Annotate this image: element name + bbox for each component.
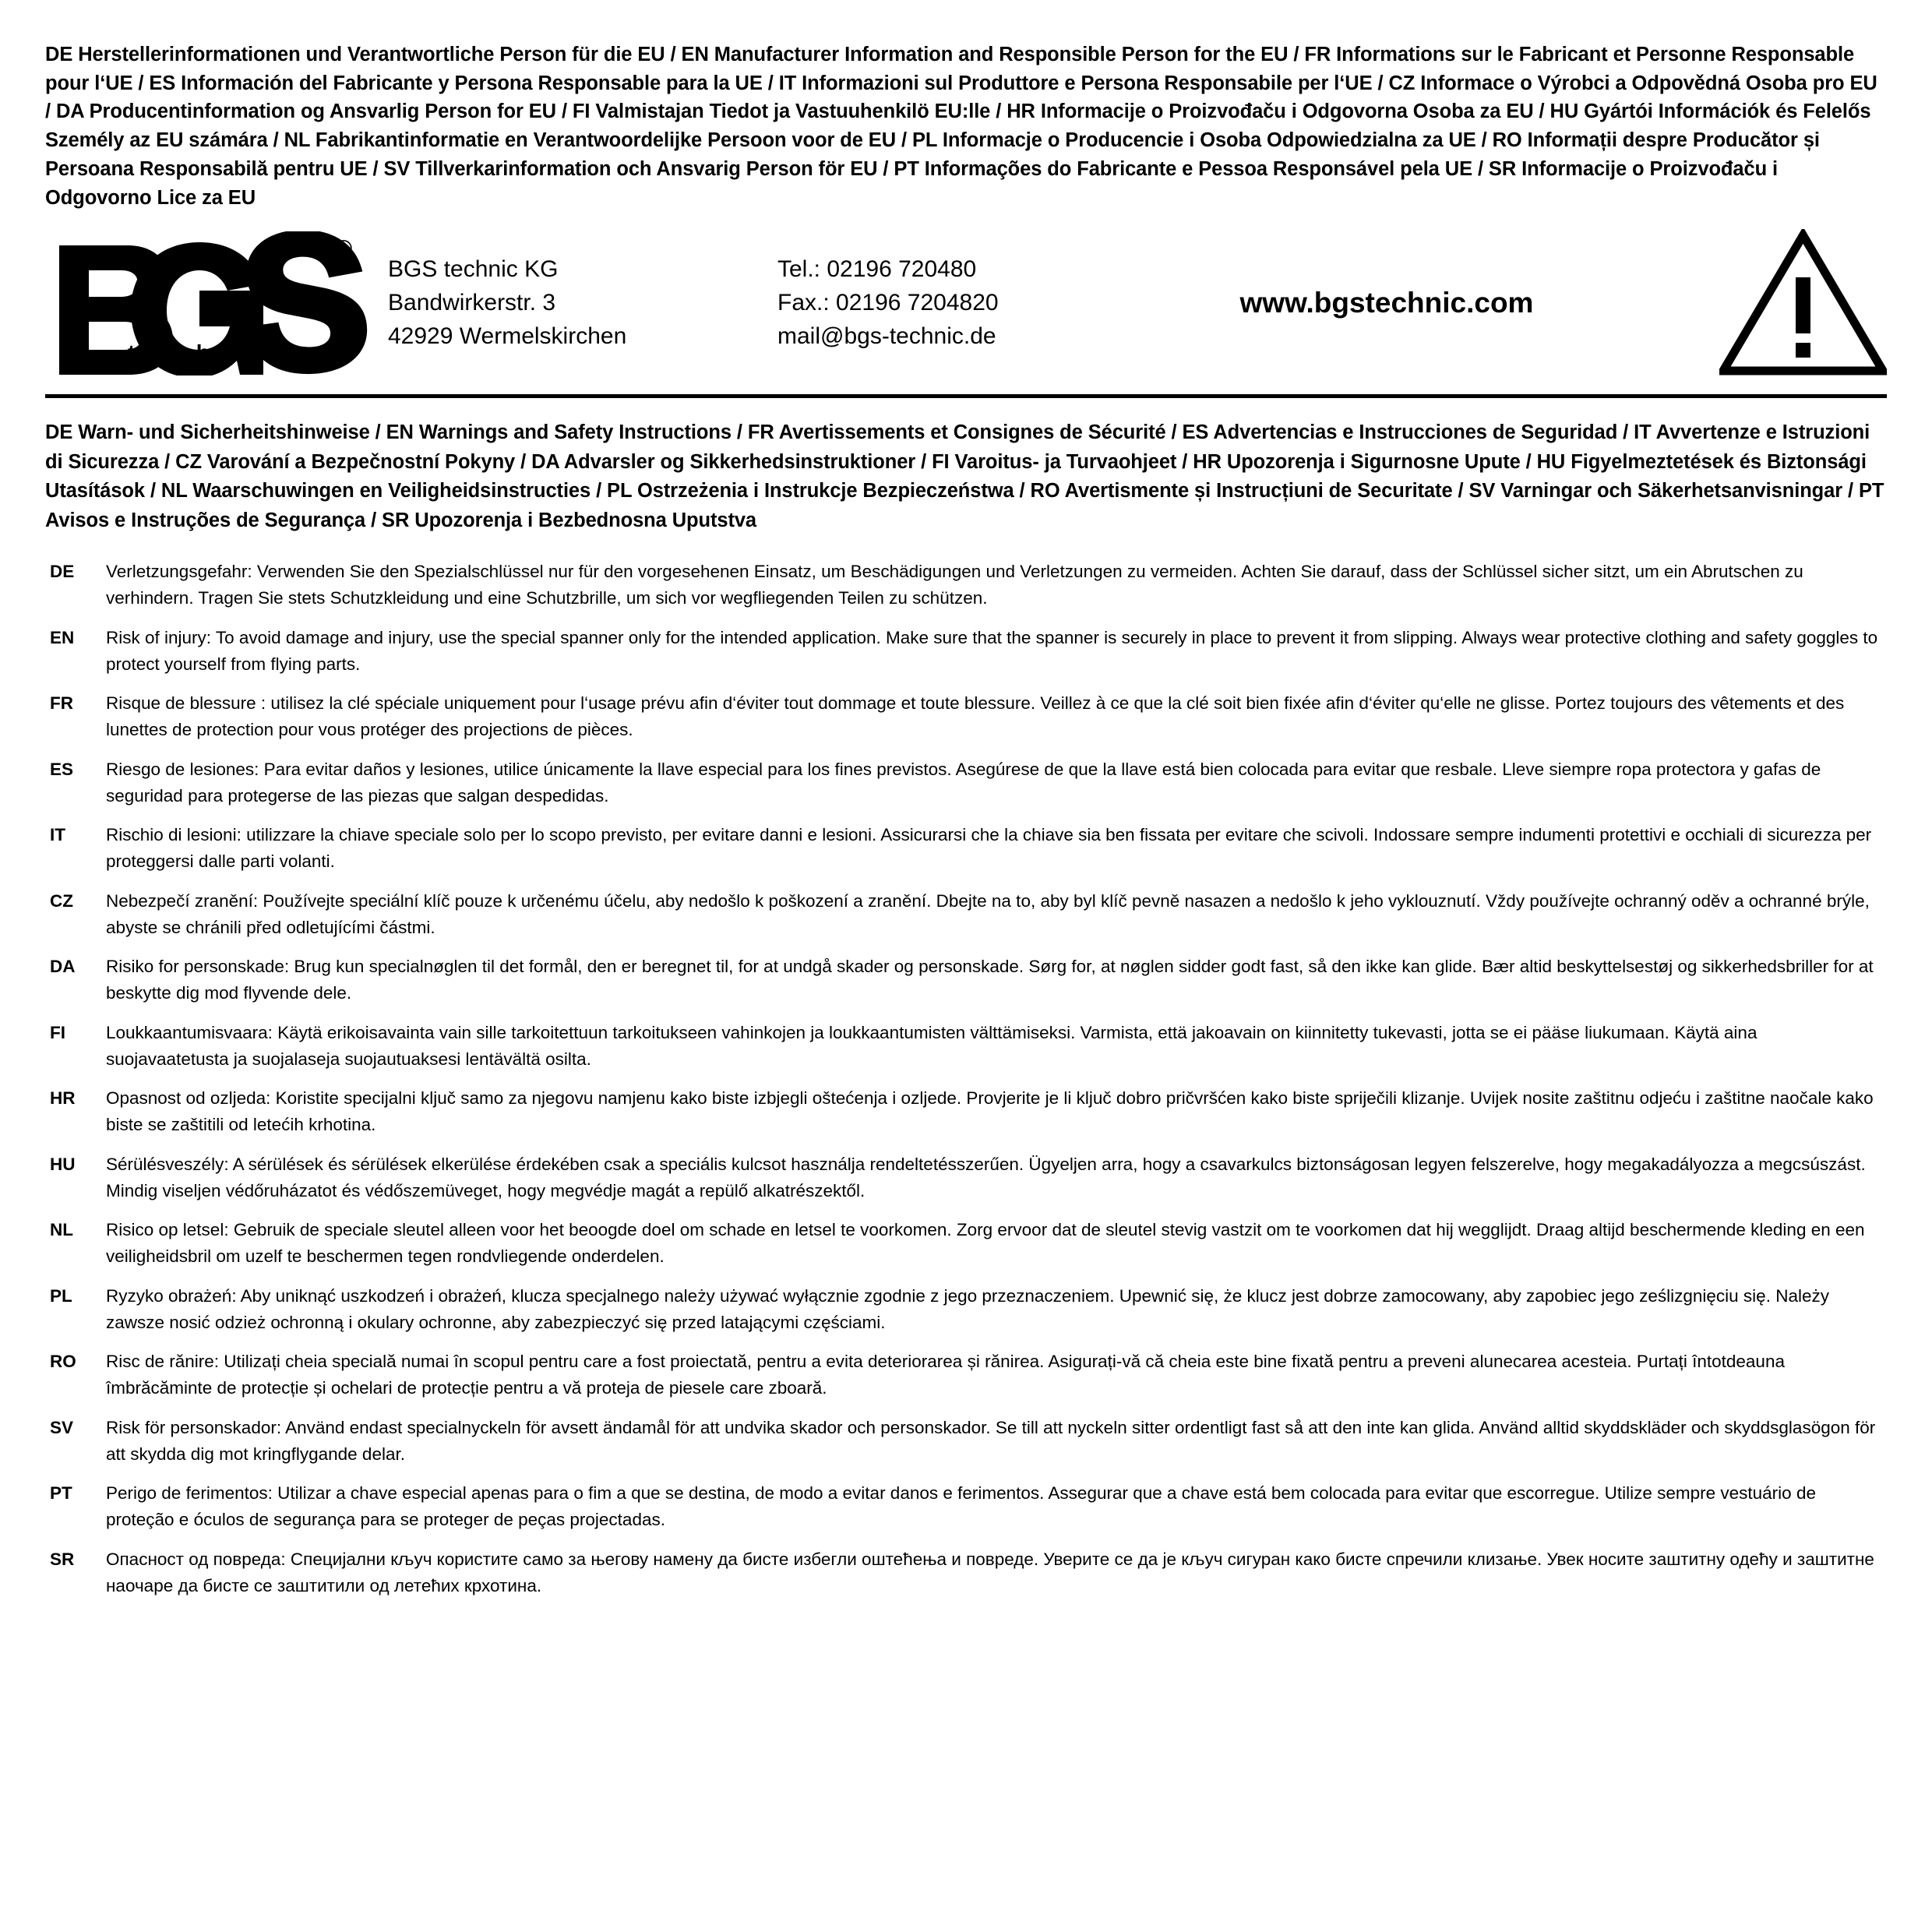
bgs-logo <box>45 231 388 375</box>
list-item <box>45 690 1887 743</box>
language-code: IT <box>50 825 65 845</box>
list-item <box>45 822 1887 875</box>
list-item <box>45 1546 1887 1599</box>
warning-text: Risico op letsel: Gebruik de speciale sleutel alleen voor het beoogde doel om schade en letsel te voorkomen. Zorg ervoor dat de sleutel stevig vastzit om te voorkomen dat hij wegglijdt. Draag altijd beschermende kleding en een veiligheidsbril om uzelf te beschermen tegen rondvliegende onderdelen. <box>106 1220 1865 1266</box>
language-code: PT <box>50 1483 72 1504</box>
warning-text: Nebezpečí zranění: Používejte speciální klíč pouze k určenému účelu, aby nedošlo k poškození a zranění. Dbejte na to, aby byl klíč pevně nasazen a nedošlo k jeho vyklouznutí. Vždy používejte ochranný oděv a ochranné brýle, abyste se chránili před odletujícími částmi. <box>106 890 1870 937</box>
list-item <box>45 756 1887 809</box>
company-street: Bandwirkerstr. 3 <box>388 290 556 316</box>
warning-text: Risc de rănire: Utilizați cheia specială numai în scopul pentru care a fost proiectată, pentru a evita deteriorarea și rănirea. Asigurați-vă că cheia este bine fixată pentru a preveni alunecarea acesteia. Purtați întotdeauna îmbrăcăminte de protecție și ochelari de protecție pentru a vă proteja de piesele care zboară. <box>106 1352 1785 1398</box>
language-code: EN <box>50 627 75 647</box>
list-item <box>45 1480 1887 1533</box>
list-item <box>45 1085 1887 1138</box>
warning-text: Risiko for personskade: Brug kun specialnøglen til det formål, den er beregnet til, for at undgå skader og personskade. Sørg for, at nøglen sidder godt fast, så den ikke kan glide. Bær altid beskyttelsestøj og sikkerhedsbriller for at beskytte dig mod flyvende dele. <box>106 957 1874 1003</box>
list-item <box>45 954 1887 1007</box>
company-contact <box>777 253 1112 353</box>
list-item <box>45 1151 1887 1204</box>
page-title: DE Herstellerinformationen und Verantwortliche Person für die EU / EN Manufacturer Information and Responsible Person for the EU / FR Informations sur le Fabricant et Personne Responsable pour l‘UE / ES Información del Fabricante y Persona Responsable para la UE / IT Informazioni sul Produttore e Persona Responsabile per l‘UE / CZ Informace o Výrobci a Odpovědná Osoba pro EU / DA Producentinformation og Ansvarlig Person for EU / FI Valmistajan Tiedot ja Vastuuhenkilö EU:lle / HR Informacije o Proizvođaču i Odgovorna Osoba za EU / HU Gyártói Információk és Felelős Személy az EU számára / NL Fabrikantinformatie en Verantwoordelijke Persoon voor de EU / PL Informacje o Producencie i Osoba Odpowiedzialna za UE / RO Informații despre Producător și Persoana Responsabilă pentru UE / SV Tillverkarinformation och Ansvarig Person för EU / PT Informações do Fabricante e Pessoa Responsável pela UE / SR Informacije o Proizvođaču i Odgovorno Lice za EU <box>45 44 1877 209</box>
language-code: FI <box>50 1022 65 1042</box>
language-code: HU <box>50 1154 76 1174</box>
language-code: ES <box>50 759 74 779</box>
warning-text: Perigo de ferimentos: Utilizar a chave especial apenas para o fim a que se destina, de modo a evitar danos e ferimentos. Assegurar que a chave está bem colocada para evitar que escorregue. Utilize sempre vestuário de proteção e óculos de segurança para se proteger de peças projectadas. <box>106 1483 1816 1529</box>
company-name: BGS technic KG <box>388 256 559 283</box>
warning-text: Rischio di lesioni: utilizzare la chiave speciale solo per lo scopo previsto, per evitare danni e lesioni. Assicurarsi che la chiave sia ben fissata per evitare che scivoli. Indossare sempre indumenti protettivi e occhiali di sicurezza per proteggersi dalle parti volanti. <box>106 825 1872 871</box>
company-website[interactable]: www.bgstechnic.com <box>1239 287 1534 319</box>
warning-triangle-icon <box>1719 229 1887 377</box>
list-item <box>45 1283 1887 1336</box>
company-tel: Tel.: 02196 720480 <box>777 256 977 283</box>
warning-text: Sérülésveszély: A sérülések és sérülések elkerülése érdekében csak a speciális kulcsot használja rendeltetésszerűen. Ügyeljen arra, hogy a csavarkulcs biztonságosan legyen felszerelve, hogy megakadályozza a megcsúszást. Mindig viseljen védőruházatot és védőszemüveget, hogy megvédje magát a repülő alkatrészektől. <box>106 1154 1866 1200</box>
warning-triangle <box>1692 229 1887 377</box>
warning-text: Опасност од повреда: Специјални кључ користите само за његову намену да бисте избегли оштећења и повреде. Уверите се да је кључ сигуран како бисте спречили клизање. Увек носите заштитну одећу и заштитне наочаре да бисте се заштитили од летећих крхотина. <box>106 1549 1874 1595</box>
registered-mark: ® <box>335 235 353 262</box>
company-header <box>45 226 1887 398</box>
language-code: FR <box>50 693 73 714</box>
logo-subtext: t e c h n i c <box>128 340 281 365</box>
warning-text: Loukkaantumisvaara: Käytä erikoisavainta vain sille tarkoitettuun tarkoitukseen vahinkojen ja loukkaantumisten välttämiseksi. Varmista, että jakoavain on kiinnitetty tukevasti, jotta se ei pääse liukumaan. Käytä aina suojavaatetusta ja suojalaseja suojautuaksesi lentävältä osilta. <box>106 1022 1757 1069</box>
language-code: DE <box>50 562 75 582</box>
list-item <box>45 1415 1887 1468</box>
language-code: CZ <box>50 890 73 911</box>
language-code: SR <box>50 1549 75 1569</box>
language-code: NL <box>50 1220 73 1240</box>
company-fax: Fax.: 02196 7204820 <box>777 290 999 316</box>
warnings-list <box>45 559 1887 1599</box>
warning-text: Risk för personskador: Använd endast specialnyckeln för avsett ändamål för att undvika skador och personskador. Se till att nyckeln sitter ordentligt fast så att den inte kan glida. Använd alltid skyddskläder och skyddsglasögon för att skydda dig mot kringflygande delar. <box>106 1417 1876 1464</box>
section-heading: DE Warn- und Sicherheitshinweise / EN Warnings and Safety Instructions / FR Avertissements et Consignes de Sécurité / ES Advertencias e Instrucciones de Seguridad / IT Avvertenze e Istruzioni di Sicurezza / CZ Varování a Bezpečnostní Pokyny / DA Advarsler og Sikkerhedsinstruktioner / FI Varoitus- ja Turvaohjeet / HR Upozorenja i Sigurnosne Upute / HU Figyelmeztetések és Biztonsági Utasítások / NL Waarschuwingen en Veiligheidsinstructies / PL Ostrzeżenia i Instrukcje Bezpieczeństwa / RO Avertismente și Instrucțiuni de Securitate / SV Varningar och Säkerhetsanvisningar / PT Avisos e Instruções de Segurança / SR Upozorenja i Bezbednosna Uputstva <box>45 421 1884 531</box>
warning-text: Verletzungsgefahr: Verwenden Sie den Spezialschlüssel nur für den vorgesehenen Einsatz, um Beschädigungen und Verletzungen zu vermeiden. Achten Sie darauf, dass der Schlüssel sicher sitzt, um ein Abrutschen zu verhindern. Tragen Sie stets Schutzkleidung und eine Schutzbrille, um sich vor wegfliegenden Teilen zu schützen. <box>106 562 1803 608</box>
warning-text: Risque de blessure : utilisez la clé spéciale uniquement pour l‘usage prévu afin d‘éviter tout dommage et toute blessure. Veillez à ce que la clé soit bien fixée afin d‘éviter qu‘elle ne glisse. Portez toujours des vêtements et des lunettes de protection pour vous protéger des projections de pièces. <box>106 693 1845 739</box>
warning-text: Opasnost od ozljeda: Koristite specijalni ključ samo za njegovu namjenu kako biste izbjegli oštećenja i ozljede. Provjerite je li ključ dobro pričvršćen kako biste spriječili klizanje. Uvijek nosite zaštitnu odjeću i zaštitne naočale kako biste se zaštitili od letećih krhotina. <box>106 1088 1874 1134</box>
warning-text: Risk of injury: To avoid damage and injury, use the special spanner only for the intended application. Make sure that the spanner is securely in place to prevent it from slipping. Always wear protective clothing and safety goggles to protect yourself from flying parts. <box>106 627 1878 674</box>
language-code: DA <box>50 957 76 977</box>
list-item <box>45 1349 1887 1401</box>
list-item <box>45 888 1887 941</box>
language-code: RO <box>50 1352 76 1372</box>
list-item <box>45 1217 1887 1270</box>
language-code: PL <box>50 1285 72 1306</box>
list-item <box>45 625 1887 678</box>
language-code: HR <box>50 1088 76 1109</box>
warning-text: Riesgo de lesiones: Para evitar daños y lesiones, utilice únicamente la llave especial para los fines previstos. Asegúrese de que la llave está bien colocada para evitar que resbale. Lleve siempre ropa protectora y gafas de seguridad para protegerse de las piezas que salgan despedidas. <box>106 759 1821 806</box>
warning-text: Ryzyko obrażeń: Aby uniknąć uszkodzeń i obrażeń, klucza specjalnego należy używać wyłącznie zgodnie z jego przeznaczeniem. Upewnić się, że klucz jest dobrze zamocowany, aby zapobiec jego ześlizgnięciu się. Należy zawsze nosić odzież ochronną i okulary ochronne, aby zabezpieczyć się przed latającymi częściami. <box>106 1285 1829 1332</box>
company-email[interactable]: mail@bgs-technic.de <box>777 323 996 349</box>
company-city: 42929 Wermelskirchen <box>388 323 627 349</box>
list-item <box>45 1020 1887 1073</box>
list-item <box>45 559 1887 612</box>
company-address <box>388 253 777 353</box>
language-code: SV <box>50 1417 74 1437</box>
